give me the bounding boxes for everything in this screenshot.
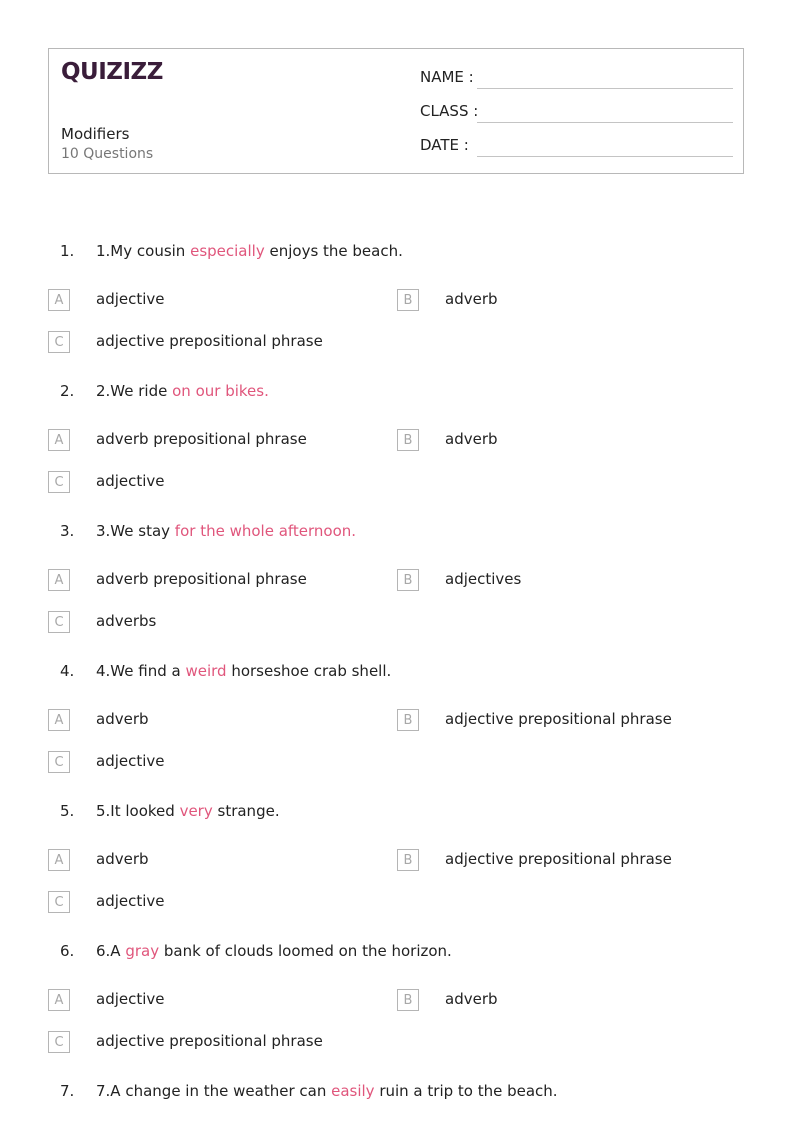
date-line[interactable]	[477, 156, 733, 157]
quizizz-logo: QUIZIZZ	[61, 59, 163, 85]
option-letter-box[interactable]: B	[397, 849, 419, 871]
option-text: adverb	[96, 710, 149, 728]
highlighted-term: gray	[125, 942, 160, 960]
question-count: 10 Questions	[61, 146, 154, 162]
option-text: adjective	[96, 472, 165, 490]
highlighted-term: weird	[185, 662, 227, 680]
option-text: adjectives	[445, 570, 522, 588]
option-text: adjective prepositional phrase	[445, 710, 672, 728]
highlighted-term: very	[179, 802, 213, 820]
option-letter-box[interactable]: A	[48, 849, 70, 871]
option-text: adjective prepositional phrase	[96, 332, 323, 350]
option-text: adverb	[445, 290, 498, 308]
option-text: adverb prepositional phrase	[96, 570, 307, 588]
option-letter-box[interactable]: A	[48, 289, 70, 311]
question-text: 6.A gray bank of clouds loomed on the horizon.	[96, 942, 452, 960]
option-letter-box[interactable]: C	[48, 891, 70, 913]
class-field[interactable]	[420, 102, 733, 124]
option-text: adverb	[445, 430, 498, 448]
question-number: 6.	[60, 942, 75, 960]
option-text: adjective prepositional phrase	[96, 1032, 323, 1050]
highlighted-term: for the whole afternoon.	[174, 522, 357, 540]
option-letter-box[interactable]: B	[397, 569, 419, 591]
highlighted-term: on our bikes.	[172, 382, 269, 400]
option-text: adverbs	[96, 612, 157, 630]
option-text: adjective	[96, 290, 165, 308]
option-letter-box[interactable]: B	[397, 989, 419, 1011]
question-text: 3.We stay for the whole afternoon.	[96, 522, 357, 540]
worksheet-header	[48, 48, 744, 174]
option-text: adverb	[445, 990, 498, 1008]
question-number: 7.	[60, 1082, 75, 1100]
option-letter-box[interactable]: A	[48, 569, 70, 591]
option-letter-box[interactable]: C	[48, 331, 70, 353]
option-letter-box[interactable]: A	[48, 709, 70, 731]
highlighted-term: especially	[190, 242, 265, 260]
option-letter-box[interactable]: C	[48, 471, 70, 493]
question-number: 3.	[60, 522, 75, 540]
option-letter-box[interactable]: C	[48, 1031, 70, 1053]
question-text: 1.My cousin especially enjoys the beach.	[96, 242, 403, 260]
option-text: adjective	[96, 892, 165, 910]
option-text: adjective	[96, 752, 165, 770]
question-number: 4.	[60, 662, 75, 680]
question-text: 7.A change in the weather can easily ruin a trip to the beach.	[96, 1082, 558, 1100]
name-label: NAME :	[420, 68, 474, 86]
option-text: adverb prepositional phrase	[96, 430, 307, 448]
worksheet-title: Modifiers	[61, 125, 130, 143]
question-text: 5.It looked very strange.	[96, 802, 280, 820]
name-line[interactable]	[477, 88, 733, 89]
date-label: DATE :	[420, 136, 469, 154]
question-number: 1.	[60, 242, 75, 260]
option-letter-box[interactable]: B	[397, 429, 419, 451]
option-letter-box[interactable]: C	[48, 611, 70, 633]
name-field[interactable]	[420, 68, 733, 90]
question-text: 4.We find a weird horseshoe crab shell.	[96, 662, 392, 680]
option-letter-box[interactable]: A	[48, 989, 70, 1011]
option-letter-box[interactable]: C	[48, 751, 70, 773]
class-line[interactable]	[477, 122, 733, 123]
question-number: 5.	[60, 802, 75, 820]
option-letter-box[interactable]: A	[48, 429, 70, 451]
option-text: adjective prepositional phrase	[445, 850, 672, 868]
highlighted-term: easily	[331, 1082, 375, 1100]
class-label: CLASS :	[420, 102, 479, 120]
option-letter-box[interactable]: B	[397, 709, 419, 731]
option-letter-box[interactable]: B	[397, 289, 419, 311]
question-number: 2.	[60, 382, 75, 400]
option-text: adjective	[96, 990, 165, 1008]
date-field[interactable]	[420, 136, 733, 158]
option-text: adverb	[96, 850, 149, 868]
question-text: 2.We ride on our bikes.	[96, 382, 269, 400]
